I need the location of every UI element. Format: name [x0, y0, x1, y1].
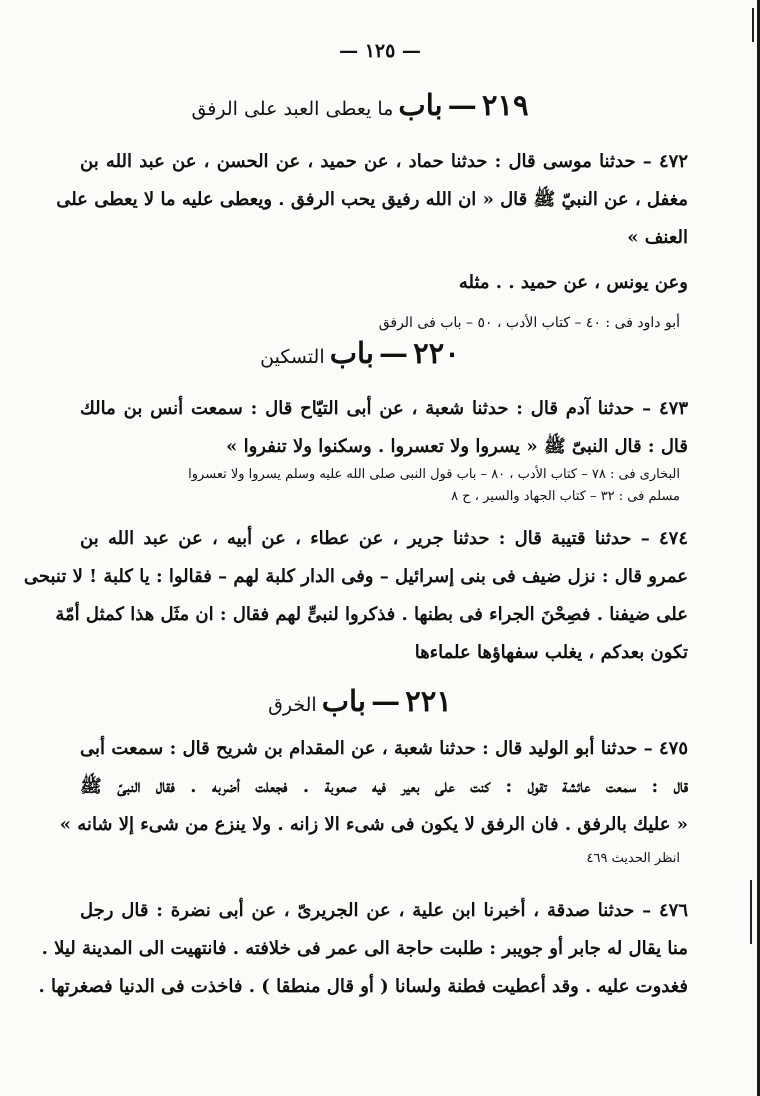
source-note: البخارى فى : ٧٨ – كتاب الأدب ، ٨٠ – باب قول النبى صلى الله عليه وسلم يسروا ولا تعسروا — [188, 467, 680, 482]
hadith-line: « عليك بالرفق . فان الرفق لا يكون فى شىء الا زانه . ولا ينزع من شىء إلا شانه » — [59, 814, 688, 835]
hadith-line: ٤٧٣ – حدثنا آدم قال : حدثنا شعبة ، عن أبى التيّاح قال : سمعت أنس بن مالك — [80, 398, 688, 419]
chapter-dash: — — [371, 684, 401, 718]
hadith-line: قال : سمعت عائشة تقول : كنت على بعير فيه صعوبة . فجعلت أضربه . فقال النبىّ ﷺ — [80, 776, 688, 797]
chapter-heading — [150, 336, 570, 370]
page-edge-mark — [750, 880, 752, 944]
hadith-line: تكون بعدكم ، يغلب سفهاؤها علماءها — [414, 642, 688, 663]
hadith-472-extra — [80, 264, 688, 302]
hadith-476 — [38, 892, 688, 1006]
chapter-word: باب — [329, 336, 374, 370]
chapter-number: ٢١٩ — [481, 88, 529, 122]
source-note: أبو داود فى : ٤٠ – كتاب الأدب ، ٥٠ – باب فى الرفق — [378, 315, 680, 331]
hadith-475 — [59, 730, 688, 844]
hadith-line: ٤٧٤ – حدثنا قتيبة قال : حدثنا جرير ، عن عطاء ، عن أبيه ، عن عبد الله بن — [80, 528, 688, 549]
hadith-473 — [80, 390, 688, 466]
hadith-line: ٤٧٦ – حدثنا صدقة ، أخبرنا ابن علية ، عن الجريرىّ ، عن أبى نضرة : قال رجل — [80, 900, 688, 921]
page-edge-mark — [752, 8, 754, 42]
hadith-line: العنف » — [627, 227, 688, 248]
hadith-line: وعن يونس ، عن حميد . . مثله — [458, 272, 688, 293]
hadith-line: ٤٧٥ – حدثنا أبو الوليد قال : حدثنا شعبة ، عن المقدام بن شريح قال : سمعت أبى — [80, 738, 688, 759]
chapter-title: التسكين — [260, 346, 325, 368]
hadith-line: عمرو قال : نزل ضيف فى بنى إسرائيل – وفى الدار كلبة لهم – فقالوا : يا كلبة ! لا تنبحى — [23, 566, 688, 587]
hadith-line: فغدوت عليه . وقد أعطيت فطنة ولسانا ( أو قال منطقا ) . فاخذت فى الدنيا فصغرتها . — [38, 976, 688, 997]
chapter-word: باب — [398, 88, 443, 122]
source-note: مسلم فى : ٣٢ – كتاب الجهاد والسير ، ح ٨ — [451, 489, 680, 504]
chapter-heading — [150, 684, 570, 718]
chapter-number: ٢٢١ — [405, 684, 452, 718]
hadith-line: ٤٧٢ – حدثنا موسى قال : حدثنا حماد ، عن حميد ، عن الحسن ، عن عبد الله بن — [80, 151, 688, 172]
chapter-dash: — — [447, 88, 477, 122]
source-note: انظر الحديث ٤٦٩ — [586, 851, 680, 866]
chapter-heading — [150, 88, 570, 122]
hadith-474 — [23, 520, 688, 672]
hadith-line: قال : قال النبىّ ﷺ « يسروا ولا تعسروا . وسكنوا ولا تنفروا » — [226, 436, 688, 457]
chapter-word: باب — [321, 684, 366, 718]
chapter-title: ما يعطى العبد على الرفق — [191, 98, 394, 120]
hadith-line: منا يقال له جابر أو جويبر : طلبت حاجة الى عمر فى خلافته . فانتهيت الى المدينة ليلا . — [41, 938, 688, 959]
hadith-line: مغفل ، عن النبيّ ﷺ قال « ان الله رفيق يحب الرفق . ويعطى عليه ما لا يعطى على — [56, 189, 688, 210]
chapter-title: الخرق — [268, 694, 317, 716]
page-number: — ١٢٥ — — [339, 40, 421, 62]
hadith-line: على ضيفنا . فصِحْنَ الجراء فى بطنها . فذكروا لنبىٍّ لهم فقال : ان مثَل هذا كمثل أمّة — [55, 604, 688, 625]
hadith-472 — [56, 143, 688, 257]
chapter-dash: — — [379, 336, 409, 370]
chapter-number: ٢٢٠ — [413, 336, 460, 370]
